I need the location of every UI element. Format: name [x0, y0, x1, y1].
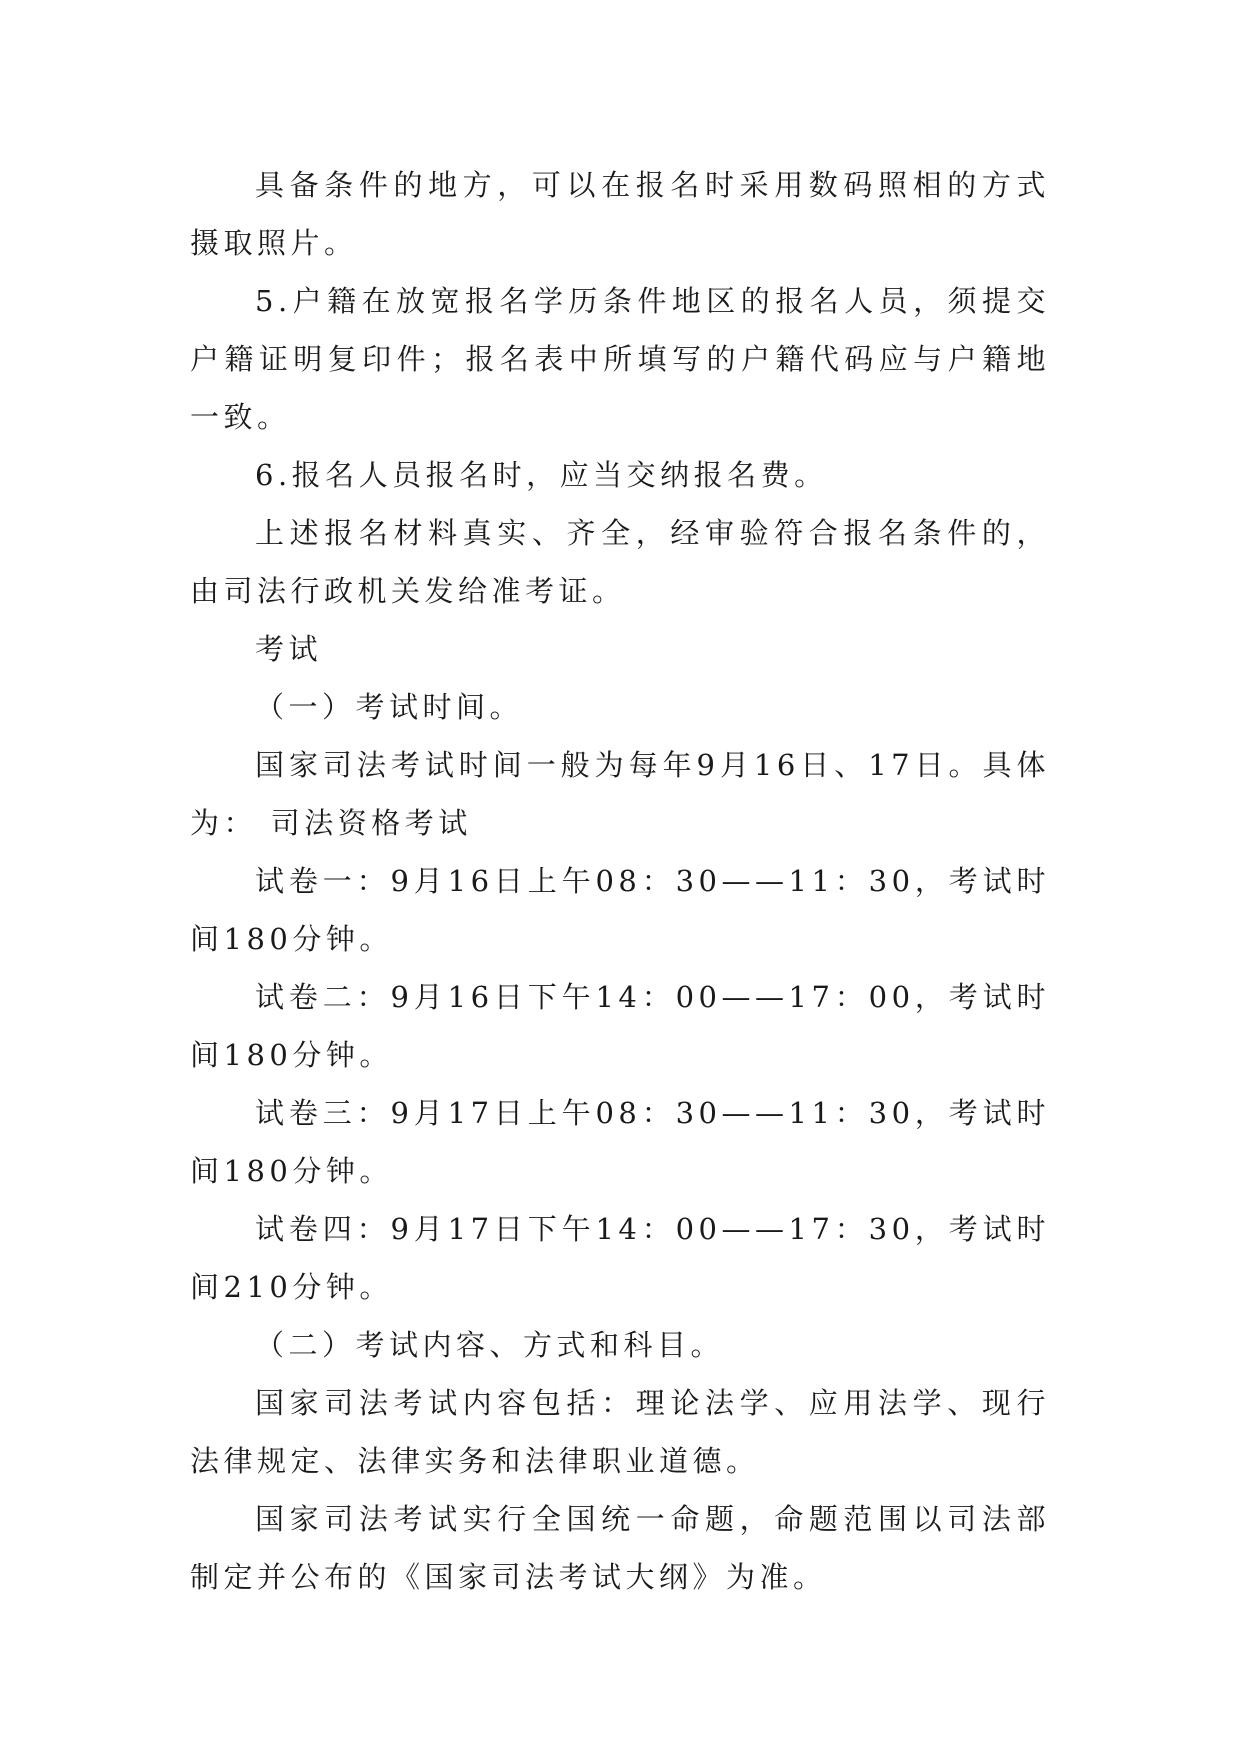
- section-heading-exam: 考试: [255, 632, 323, 666]
- paragraph-photo: 具备条件的地方，可以在报名时采用数码照相的方式摄取照片。: [190, 168, 1050, 260]
- paragraph-item-5: 5.户籍在放宽报名学历条件地区的报名人员，须提交户籍证明复印件；报名表中所填写的户籍代码应与户籍地一致。: [190, 284, 1050, 434]
- subheading-exam-time: （一）考试时间。: [255, 690, 524, 724]
- paragraph-exam-content: 国家司法考试内容包括：理论法学、应用法学、现行法律规定、法律实务和法律职业道德。: [190, 1386, 1050, 1478]
- paragraph-admission-ticket: 上述报名材料真实、齐全，经审验符合报名条件的，由司法行政机关发给准考证。: [190, 516, 1050, 608]
- paragraph-paper-3: 试卷三：9月17日上午08：30——11：30，考试时间180分钟。: [190, 1096, 1050, 1188]
- paragraph-unified-proposition: 国家司法考试实行全国统一命题，命题范围以司法部制定并公布的《国家司法考试大纲》为准。: [190, 1502, 1050, 1594]
- paragraph-paper-1: 试卷一：9月16日上午08：30——11：30，考试时间180分钟。: [190, 864, 1050, 956]
- paragraph-item-6: 6.报名人员报名时，应当交纳报名费。: [255, 458, 828, 492]
- document-body: [190, 156, 1050, 1606]
- paragraph-paper-4: 试卷四：9月17日下午14：00——17：30，考试时间210分钟。: [190, 1212, 1050, 1304]
- paragraph-paper-2: 试卷二：9月16日下午14：00——17：00，考试时间180分钟。: [190, 980, 1050, 1072]
- paragraph-exam-schedule: 国家司法考试时间一般为每年9月16日、17日。具体为： 司法资格考试: [190, 748, 1050, 840]
- subheading-exam-content: （二）考试内容、方式和科目。: [255, 1328, 725, 1362]
